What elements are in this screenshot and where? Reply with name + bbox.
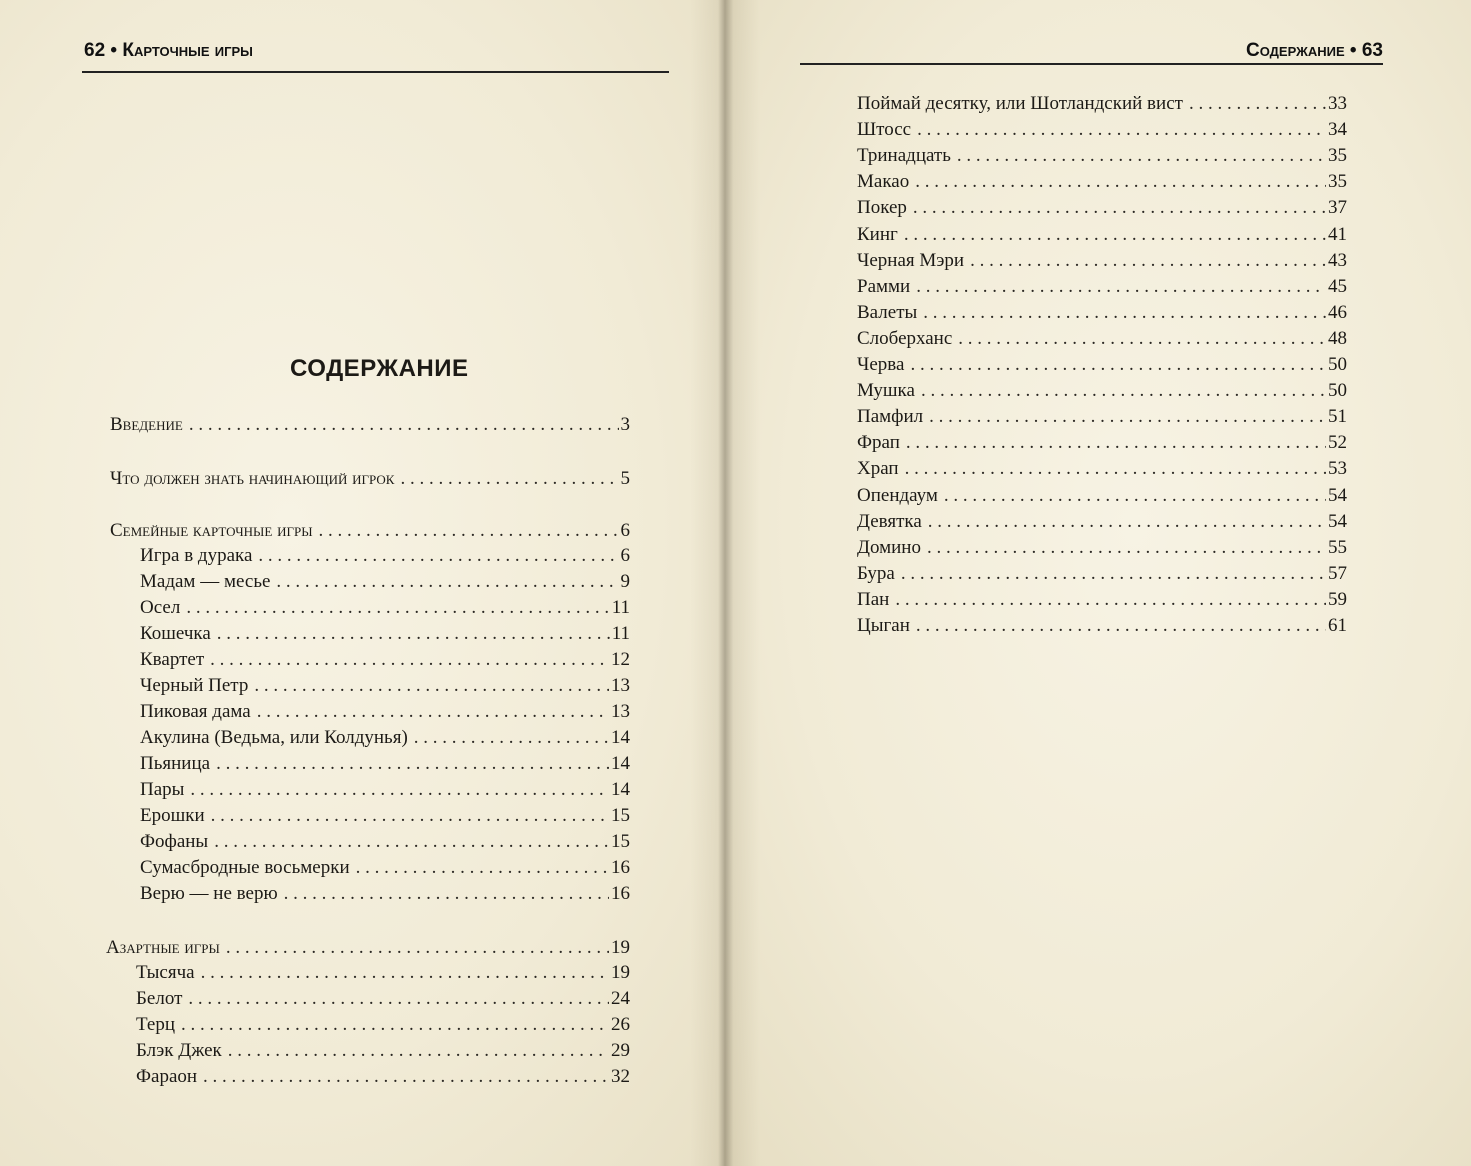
toc-dot-leader <box>216 751 609 777</box>
toc-entry-label: Цыган <box>857 615 910 636</box>
toc-entry-label: Кошечка <box>140 623 211 644</box>
toc-dot-leader <box>895 587 1326 613</box>
toc-entry-label: Опендаум <box>857 484 938 506</box>
toc-dot-leader <box>929 404 1326 430</box>
toc-entry-label: Пары <box>140 779 185 800</box>
toc-entry-page-number: 34 <box>1328 119 1347 141</box>
toc-entry-label: Поймай десятку, или Шотландский вист <box>857 93 1183 114</box>
toc-entry <box>140 829 630 855</box>
toc-title: СОДЕРЖАНИЕ <box>290 355 469 382</box>
toc-entry <box>140 647 630 673</box>
toc-entry-page-number: 15 <box>611 805 630 826</box>
toc-entry <box>857 195 1347 221</box>
toc-entry-page-number: 43 <box>1328 249 1347 271</box>
toc-entry-label: Пиковая дама <box>140 701 251 722</box>
toc-entry <box>136 1038 630 1064</box>
toc-entry <box>857 169 1347 195</box>
toc-entry <box>857 248 1347 274</box>
toc-entry-page-number: 26 <box>611 1014 630 1035</box>
toc-dot-leader <box>906 430 1326 456</box>
toc-entry-page-number: 33 <box>1328 93 1347 114</box>
toc-entry <box>857 378 1347 404</box>
toc-entry-label: Блэк Джек <box>136 1040 222 1061</box>
toc-entry-page-number: 52 <box>1328 432 1347 454</box>
toc-entry <box>140 777 630 803</box>
toc-entry-page-number: 3 <box>620 414 630 435</box>
toc-entry <box>857 117 1347 143</box>
toc-dot-leader <box>414 725 609 751</box>
toc-entry-label: Сумасбродные восьмерки <box>140 857 350 878</box>
toc-entry-label: Тринадцать <box>857 145 951 167</box>
toc-dot-leader <box>905 456 1326 482</box>
toc-entry-label: Семейные карточные игры <box>110 520 313 541</box>
toc-entry-page-number: 54 <box>1328 484 1347 506</box>
toc-entry-label: Слоберханс <box>857 327 953 349</box>
right-header-title: Содержание <box>1246 40 1345 61</box>
toc-entry <box>140 673 630 699</box>
toc-entry <box>140 751 630 777</box>
toc-entry-label: Игра в дурака <box>140 545 253 566</box>
toc-entry <box>136 1064 630 1090</box>
toc-entry-label: Покер <box>857 197 907 219</box>
toc-entry-page-number: 11 <box>611 597 630 618</box>
left-running-head <box>84 40 253 62</box>
toc-dot-leader <box>921 378 1326 404</box>
toc-dot-leader <box>319 518 619 544</box>
toc-dot-leader <box>923 300 1326 326</box>
toc-dot-leader <box>210 647 609 673</box>
toc-entry-page-number: 45 <box>1328 275 1347 297</box>
right-header-bullet: • <box>1349 40 1357 61</box>
toc-entry-page-number: 5 <box>620 468 630 489</box>
right-page-number: 63 <box>1361 40 1383 61</box>
toc-dot-leader <box>1189 91 1326 117</box>
toc-entry-page-number: 11 <box>611 623 630 644</box>
toc-entry <box>857 561 1347 587</box>
toc-entry-page-number: 50 <box>1328 354 1347 375</box>
book-gutter <box>690 0 760 1166</box>
toc-entry-label: Девятка <box>857 510 922 532</box>
toc-entry-page-number: 14 <box>611 779 630 800</box>
toc-dot-leader <box>970 248 1326 274</box>
toc-entry-label: Черная Мэри <box>857 249 965 271</box>
toc-entry-page-number: 9 <box>620 571 630 592</box>
toc-entry-label: Квартет <box>140 649 205 670</box>
toc-entry-page-number: 15 <box>611 831 630 852</box>
toc-entry <box>857 613 1347 639</box>
toc-entry <box>857 143 1347 169</box>
toc-entry-label: Валеты <box>857 301 918 323</box>
toc-dot-leader <box>201 960 609 986</box>
toc-dot-leader <box>916 613 1326 639</box>
toc-entry-page-number: 37 <box>1328 197 1347 219</box>
toc-entry <box>140 803 630 829</box>
toc-entry-label: Черва <box>857 354 905 375</box>
toc-entry-label: Пьяница <box>140 753 211 774</box>
toc-dot-leader <box>189 412 619 438</box>
toc-dot-leader <box>226 935 609 961</box>
toc-entry <box>140 595 630 621</box>
toc-entry-label: Введение <box>110 414 183 435</box>
toc-entry-page-number: 41 <box>1328 223 1347 245</box>
toc-entry-page-number: 29 <box>611 1040 630 1061</box>
toc-dot-leader <box>214 829 609 855</box>
toc-entry-page-number: 6 <box>620 545 630 566</box>
left-page-number: 62 <box>84 40 106 61</box>
toc-entry-page-number: 19 <box>611 937 630 958</box>
toc-entry-page-number: 61 <box>1328 615 1347 636</box>
toc-dot-leader <box>910 352 1326 378</box>
toc-dot-leader <box>254 673 609 699</box>
toc-entry <box>140 569 630 595</box>
toc-dot-leader <box>211 803 609 829</box>
toc-entry-label: Кинг <box>857 223 898 245</box>
toc-dot-leader <box>957 143 1326 169</box>
toc-entry-page-number: 51 <box>1328 406 1347 428</box>
toc-entry-label: Рамми <box>857 275 911 297</box>
left-header-bullet: • <box>110 40 118 61</box>
right-running-head <box>1246 40 1383 62</box>
toc-entry-label: Азартные игры <box>106 937 220 958</box>
toc-entry-page-number: 16 <box>611 857 630 878</box>
toc-entry <box>857 326 1347 352</box>
toc-dot-leader <box>904 222 1326 248</box>
toc-dot-leader <box>181 1012 609 1038</box>
toc-entry-page-number: 32 <box>611 1066 630 1087</box>
toc-entry-label: Белот <box>136 988 183 1009</box>
toc-entry-label: Мадам — месье <box>140 571 271 592</box>
toc-dot-leader <box>928 509 1326 535</box>
toc-entry-page-number: 46 <box>1328 301 1347 323</box>
toc-entry-label: Черный Петр <box>140 675 249 696</box>
toc-entry-label: Что должен знать начинающий игрок <box>110 468 395 489</box>
toc-entry-label: Тысяча <box>136 962 195 983</box>
toc-dot-leader <box>356 855 609 881</box>
toc-dot-leader <box>913 195 1326 221</box>
toc-dot-leader <box>927 535 1326 561</box>
toc-entry <box>136 986 630 1012</box>
toc-entry <box>857 222 1347 248</box>
right-header-rule <box>800 63 1383 65</box>
left-header-title: Карточные игры <box>122 40 253 61</box>
toc-entry-page-number: 24 <box>611 988 630 1009</box>
toc-section-entry <box>110 518 630 544</box>
toc-entry <box>140 855 630 881</box>
toc-entry-label: Фофаны <box>140 831 209 852</box>
toc-dot-leader <box>203 1064 609 1090</box>
toc-entry-label: Макао <box>857 171 910 193</box>
toc-entry <box>857 274 1347 300</box>
toc-entry-label: Ерошки <box>140 805 205 826</box>
toc-entry-page-number: 55 <box>1328 536 1347 558</box>
toc-section-entry <box>110 466 630 492</box>
toc-entry-page-number: 19 <box>611 962 630 983</box>
toc-entry-page-number: 59 <box>1328 588 1347 610</box>
toc-dot-leader <box>258 543 618 569</box>
toc-entry <box>140 699 630 725</box>
toc-dot-leader <box>276 569 618 595</box>
toc-section-entry <box>110 412 630 438</box>
toc-entry-label: Осел <box>140 597 181 618</box>
toc-dot-leader <box>186 595 609 621</box>
toc-entry <box>857 587 1347 613</box>
toc-dot-leader <box>916 274 1326 300</box>
left-header-rule <box>82 71 669 73</box>
toc-entry <box>857 352 1347 378</box>
toc-entry <box>857 91 1347 117</box>
toc-dot-leader <box>217 621 610 647</box>
toc-entry-page-number: 54 <box>1328 510 1347 532</box>
toc-dot-leader <box>400 466 618 492</box>
toc-entry-label: Мушка <box>857 380 915 402</box>
toc-entry-page-number: 13 <box>611 675 630 696</box>
toc-entry-label: Верю — не верю <box>140 883 278 904</box>
toc-section-entry <box>106 935 630 961</box>
toc-entry-page-number: 53 <box>1328 458 1347 480</box>
toc-entry-page-number: 6 <box>620 520 630 541</box>
toc-entry <box>857 300 1347 326</box>
toc-entry-page-number: 14 <box>611 727 630 748</box>
toc-entry-page-number: 12 <box>611 649 630 670</box>
toc-entry-page-number: 57 <box>1328 562 1347 584</box>
toc-entry <box>857 456 1347 482</box>
toc-entry-page-number: 35 <box>1328 171 1347 193</box>
toc-entry <box>140 725 630 751</box>
toc-entry-label: Фараон <box>136 1066 198 1087</box>
toc-dot-leader <box>228 1038 609 1064</box>
toc-dot-leader <box>284 881 609 907</box>
toc-dot-leader <box>944 483 1326 509</box>
toc-entry <box>136 960 630 986</box>
toc-entry <box>857 483 1347 509</box>
toc-entry-page-number: 13 <box>611 701 630 722</box>
toc-entry <box>140 621 630 647</box>
toc-entry-page-number: 35 <box>1328 145 1347 167</box>
toc-dot-leader <box>190 777 609 803</box>
toc-entry-page-number: 16 <box>611 883 630 904</box>
toc-entry-label: Памфил <box>857 406 924 428</box>
toc-entry-label: Пан <box>857 588 890 610</box>
toc-entry <box>857 509 1347 535</box>
toc-entry <box>140 881 630 907</box>
toc-entry <box>140 543 630 569</box>
toc-entry <box>857 535 1347 561</box>
toc-entry-label: Бура <box>857 562 895 584</box>
toc-entry-page-number: 48 <box>1328 327 1347 349</box>
toc-entry <box>857 430 1347 456</box>
toc-dot-leader <box>917 117 1326 143</box>
toc-dot-leader <box>257 699 609 725</box>
toc-entry-label: Фрап <box>857 432 900 454</box>
toc-entry-label: Храп <box>857 458 899 480</box>
toc-entry-page-number: 50 <box>1328 380 1347 402</box>
toc-entry-label: Домино <box>857 536 921 558</box>
toc-entry-page-number: 14 <box>611 753 630 774</box>
toc-dot-leader <box>915 169 1326 195</box>
toc-dot-leader <box>901 561 1326 587</box>
toc-entry <box>136 1012 630 1038</box>
toc-entry <box>857 404 1347 430</box>
toc-entry-label: Терц <box>136 1014 175 1035</box>
toc-dot-leader <box>958 326 1326 352</box>
toc-entry-label: Штосс <box>857 119 912 141</box>
toc-dot-leader <box>188 986 609 1012</box>
toc-entry-label: Акулина (Ведьма, или Колдунья) <box>140 727 408 748</box>
